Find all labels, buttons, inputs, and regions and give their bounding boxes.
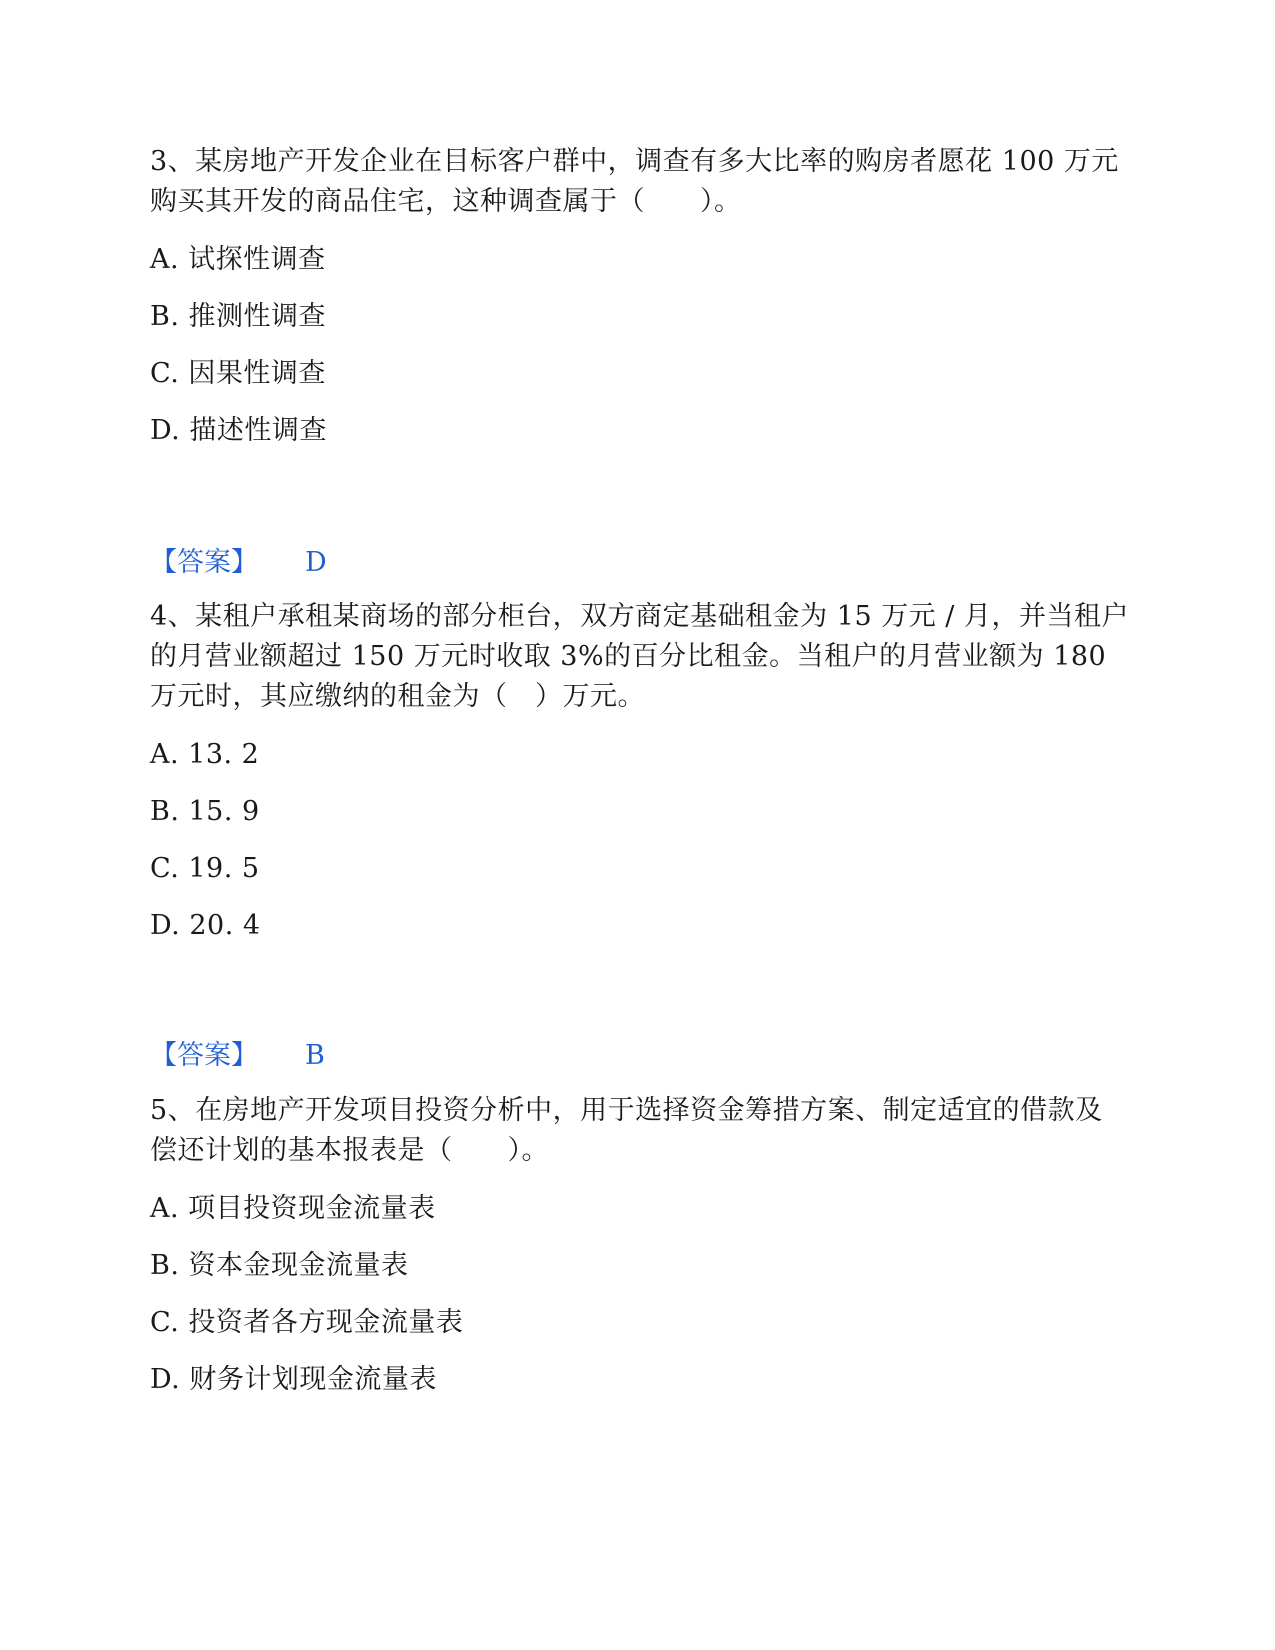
option-d: D. 财务计划现金流量表 (150, 1364, 437, 1395)
answer-4 (150, 1038, 325, 1074)
option-b: B. 15. 9 (150, 796, 260, 827)
answer-3 (150, 545, 327, 581)
question-stem: 5、在房地产开发项目投资分析中，用于选择资金筹措方案、制定适宜的借款及偿还计划的基本报表是（ ）。 (150, 1095, 1103, 1166)
question-5 (150, 1091, 1130, 1419)
option-c: C. 投资者各方现金流量表 (150, 1307, 464, 1338)
option-a: A. 试探性调查 (150, 244, 326, 275)
option-c: C. 19. 5 (150, 853, 260, 884)
question-stem: 4、某租户承租某商场的部分柜台，双方商定基础租金为 15 万元 / 月，并当租户的月营业额超过 150 万元时收取 3%的百分比租金。当租户的月营业额为 180 万元时，其应缴纳的租金为（ ）万元。 (150, 601, 1129, 712)
option-d: D. 描述性调查 (150, 415, 327, 446)
option-a: A. 13. 2 (150, 739, 260, 770)
answer-value: D (305, 547, 327, 578)
question-3 (150, 142, 1130, 470)
option-a: A. 项目投资现金流量表 (150, 1193, 436, 1224)
option-b: B. 推测性调查 (150, 301, 327, 332)
option-c: C. 因果性调查 (150, 358, 326, 389)
question-4 (150, 597, 1130, 965)
answer-label: 【答案】 (150, 547, 258, 578)
option-b: B. 资本金现金流量表 (150, 1250, 409, 1281)
question-stem: 3、某房地产开发企业在目标客户群中，调查有多大比率的购房者愿花 100 万元购买其开发的商品住宅，这种调查属于（ ）。 (150, 146, 1119, 217)
option-d: D. 20. 4 (150, 910, 261, 941)
answer-value: B (305, 1040, 325, 1071)
answer-label: 【答案】 (150, 1040, 258, 1071)
